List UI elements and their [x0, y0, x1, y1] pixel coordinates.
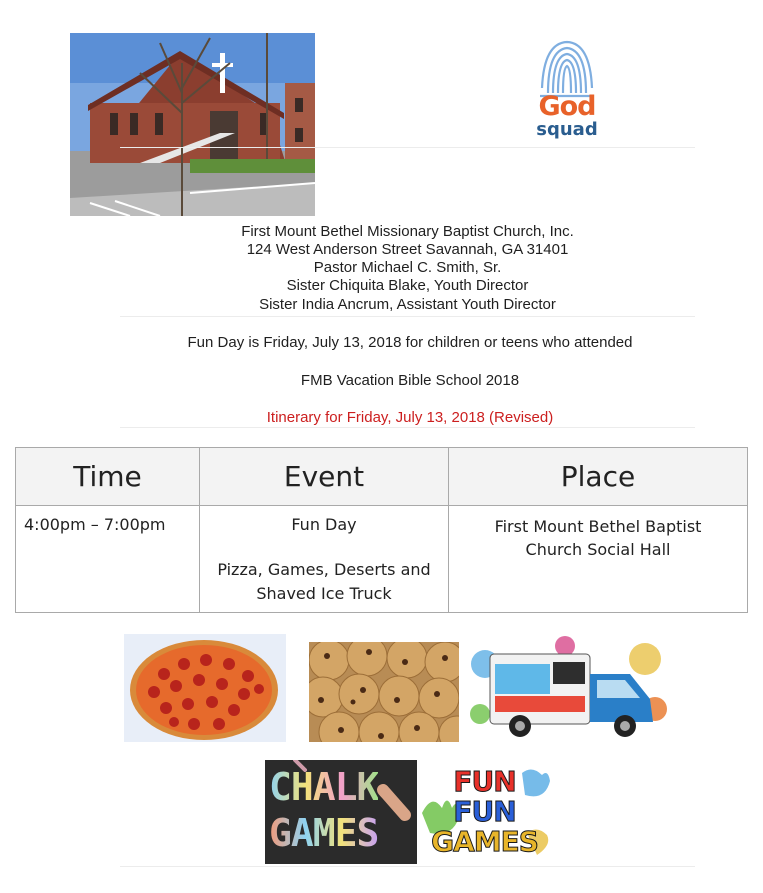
assistant-youth-director: Sister India Ancrum, Assistant Youth Director — [259, 296, 556, 313]
logo-word-squad: squad — [536, 119, 598, 140]
header-time: Time — [16, 448, 200, 506]
church-photo — [70, 33, 315, 216]
fun-fun-games-image — [417, 763, 552, 863]
fun-word-1: FUN — [453, 765, 516, 798]
pastor-name: Pastor Michael C. Smith, Sr. — [313, 259, 502, 276]
divider — [120, 316, 695, 317]
cell-time: 4:00pm – 7:00pm — [16, 506, 200, 612]
cookies-image — [309, 642, 459, 742]
pizza-image — [124, 634, 286, 742]
event-detail: Pizza, Games, Deserts and Shaved Ice Truck — [217, 560, 431, 603]
fun-word-2: FUN — [453, 795, 516, 828]
header-place: Place — [449, 448, 747, 506]
schedule-table — [15, 447, 748, 613]
cell-event — [200, 506, 449, 612]
chalk-word-2: GAMES — [269, 811, 379, 855]
fun-word-3: GAMES — [431, 825, 538, 858]
place-text: First Mount Bethel Baptist Church Social Hall — [494, 517, 702, 559]
logo-word-god: God — [538, 91, 596, 122]
event-title: Fun Day — [291, 515, 357, 534]
chalk-word-1: CHALK — [269, 765, 379, 809]
church-address: 124 West Anderson Street Savannah, GA 31401 — [246, 241, 569, 258]
divider — [120, 866, 695, 867]
chalk-games-image — [265, 760, 417, 864]
fun-day-announcement: Fun Day is Friday, July 13, 2018 for children or teens who attended — [187, 334, 633, 351]
itinerary-heading: Itinerary for Friday, July 13, 2018 (Revised) — [266, 409, 554, 426]
cell-place — [449, 506, 747, 612]
vbs-line: FMB Vacation Bible School 2018 — [300, 372, 520, 389]
header-event: Event — [200, 448, 449, 506]
divider — [120, 147, 695, 148]
shaved-ice-truck-image — [465, 634, 668, 742]
divider — [120, 427, 695, 428]
youth-director: Sister Chiquita Blake, Youth Director — [286, 277, 529, 294]
church-name: First Mount Bethel Missionary Baptist Church, Inc. — [241, 223, 574, 240]
